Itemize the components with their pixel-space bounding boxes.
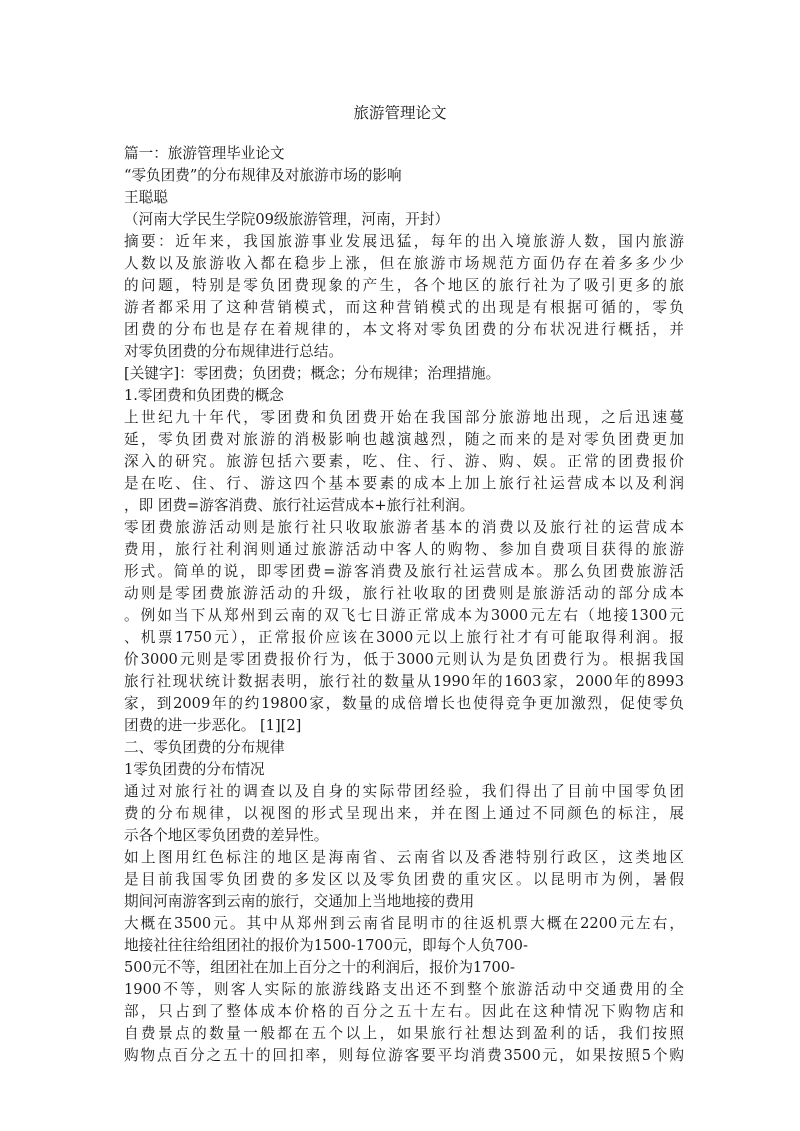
text-line: 购物点百分之五十的回扣率，则每位游客要平均消费3500元，如果按照5个购 bbox=[124, 1047, 684, 1064]
text-line: 1零负团费的分布情况 bbox=[124, 761, 265, 778]
text-line: 深入的研究。旅游包括六要素，吃、住、行、游、购、娱。正常的团费报价 bbox=[124, 453, 684, 470]
text-line: 费的分布规律，以视图的形式呈现出来，并在图上通过不同颜色的标注，展 bbox=[124, 805, 684, 822]
text-line: 延，零负团费对旅游的消极影响也越演越烈，随之而来的是对零负团费更加 bbox=[124, 431, 684, 448]
text-line: 自费景点的数量一般都在五个以上，如果旅行社想达到盈利的话，我们按照 bbox=[124, 1025, 684, 1042]
text-line: 1900不等，则客人实际的旅游线路支出还不到整个旅游活动中交通费用的全 bbox=[124, 981, 684, 998]
text-line: ，即 团费=游客消费、旅行社运营成本+旅行社利润。 bbox=[124, 497, 475, 514]
text-line: 摘要：近年来，我国旅游事业发展迅猛，每年的出入境旅游人数，国内旅游 bbox=[124, 233, 684, 250]
text-line: 期间河南游客到云南的旅行，交通加上当地地接的费用 bbox=[124, 893, 475, 910]
text-line: 王聪聪 bbox=[124, 189, 168, 206]
text-line: 形式。简单的说，即零团费=游客消费及旅行社运营成本。那么负团费旅游活 bbox=[124, 563, 684, 580]
text-line: 500元不等，组团社在加上百分之十的利润后，报价为1700- bbox=[124, 959, 515, 976]
text-line: [关键字]：零团费；负团费；概念；分布规律；治理措施。 bbox=[124, 365, 501, 382]
text-line: 家，到2009年的约19800家，数量的成倍增长也使得竞争更加激烈，促使零负 bbox=[124, 695, 684, 712]
section-heading: 篇一：旅游管理毕业论文 bbox=[124, 145, 285, 162]
text-line: 费用，旅行社利润则通过旅游活动中客人的购物、参加自费项目获得的旅游 bbox=[124, 541, 684, 558]
text-line: 、机票1750元），正常报价应该在3000元以上旅行社才有可能取得利润。报 bbox=[124, 629, 684, 646]
text-line: （河南大学民生学院09级旅游管理，河南，开封） bbox=[124, 211, 450, 228]
document-title: 旅游管理论文 bbox=[353, 104, 447, 122]
text-line: 人数以及旅游收入都在稳步上涨，但在旅游市场规范方面仍存在着多多少少 bbox=[124, 255, 684, 272]
text-line: 是目前我国零负团费的多发区以及零负团费的重灾区。以昆明市为例，暑假 bbox=[124, 871, 684, 888]
text-line: “零负团费”的分布规律及对旅游市场的影响 bbox=[124, 167, 402, 184]
text-line: 。例如当下从郑州到云南的双飞七日游正常成本为3000元左右（地接1300元 bbox=[124, 607, 684, 624]
text-line: 二、零负团费的分布规律 bbox=[124, 739, 285, 756]
text-line: 零团费旅游活动则是旅行社只收取旅游者基本的消费以及旅行社的运营成本 bbox=[124, 519, 684, 536]
text-line: 对零负团费的分布规律进行总结。 bbox=[124, 343, 343, 360]
document-body bbox=[124, 143, 684, 1067]
text-line: 大概在3500元。其中从郑州到云南省昆明市的往返机票大概在2200元左右， bbox=[124, 915, 684, 932]
text-line: 部，只占到了整体成本价格的百分之五十左右。因此在这种情况下购物店和 bbox=[124, 1003, 684, 1020]
text-line: 的问题，特别是零负团费现象的产生，各个地区的旅行社为了吸引更多的旅 bbox=[124, 277, 684, 294]
text-line: 示各个地区零负团费的差异性。 bbox=[124, 827, 329, 844]
text-line: 游者都采用了这种营销模式，而这种营销模式的出现是有根据可循的，零负 bbox=[124, 299, 684, 316]
text-line: 如上图用红色标注的地区是海南省、云南省以及香港特别行政区，这类地区 bbox=[124, 849, 684, 866]
text-line: 团费的进一步恶化。 [1][2] bbox=[124, 717, 302, 734]
text-line: 旅行社现状统计数据表明，旅行社的数量从1990年的1603家，2000年的8993 bbox=[124, 673, 684, 690]
text-line: 上世纪九十年代，零团费和负团费开始在我国部分旅游地出现，之后迅速蔓 bbox=[124, 409, 684, 426]
text-line: 是在吃、住、行、游这四个基本要素的成本上加上旅行社运营成本以及利润 bbox=[124, 475, 684, 492]
text-line: 1.零团费和负团费的概念 bbox=[124, 387, 284, 404]
text-line: 动则是零团费旅游活动的升级，旅行社收取的团费则是旅游活动的部分成本 bbox=[124, 585, 684, 602]
text-line: 地接社往往给组团社的报价为1500-1700元，即每个人负700- bbox=[124, 937, 528, 954]
text-line: 价3000元则是零团费报价行为，低于3000元则认为是负团费行为。根据我国 bbox=[124, 651, 684, 668]
text-line: 团费的分布也是存在着规律的，本文将对零负团费的分布状况进行概括，并 bbox=[124, 321, 684, 338]
text-line: 通过对旅行社的调查以及自身的实际带团经验，我们得出了目前中国零负团 bbox=[124, 783, 684, 800]
